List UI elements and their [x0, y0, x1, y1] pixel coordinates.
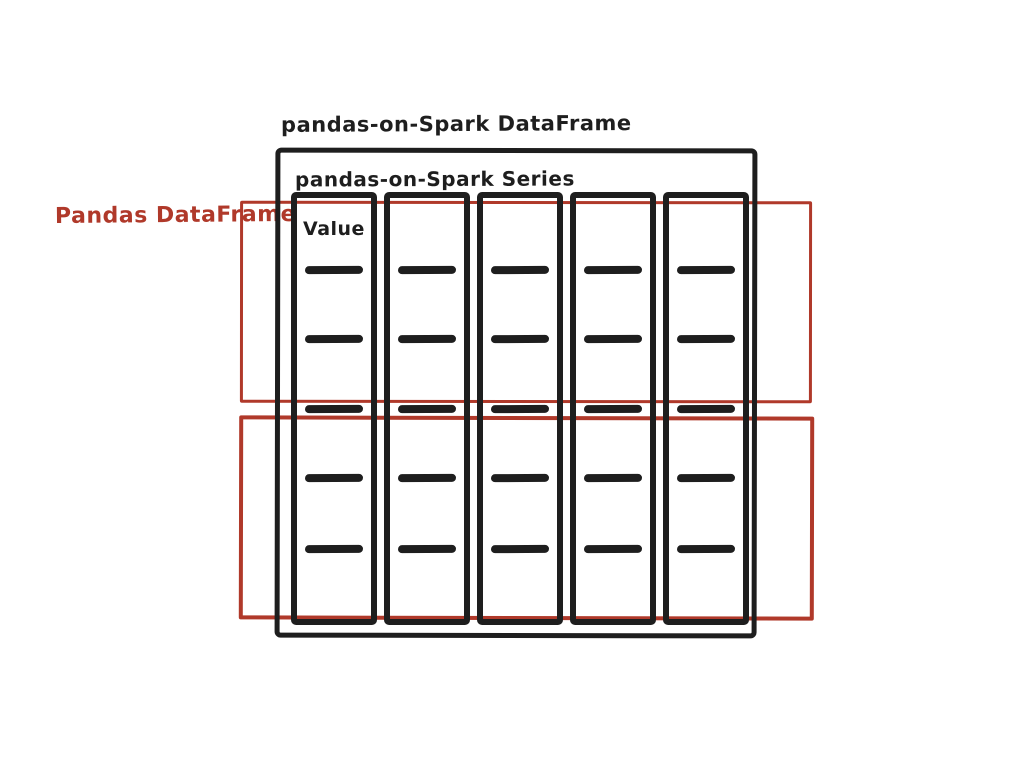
value-row-dash	[398, 405, 456, 413]
pandas-on-spark-dataframe-title: pandas-on-Spark DataFrame	[280, 111, 632, 137]
value-row-dash	[677, 405, 735, 413]
value-row-dash	[677, 474, 735, 482]
pandas-dataframe-label: Pandas DataFrame	[54, 201, 297, 230]
value-row-dash	[398, 545, 456, 553]
value-row-dash	[491, 545, 549, 553]
value-row-dash	[305, 335, 363, 343]
series-column	[477, 192, 563, 625]
value-row-dash	[491, 405, 549, 413]
series-column	[291, 192, 377, 625]
value-row-dash	[398, 335, 456, 343]
value-column-header: Value	[303, 218, 365, 240]
value-row-dash	[677, 545, 735, 553]
pandas-on-spark-series-label: pandas-on-Spark Series	[294, 166, 575, 192]
value-row-dash	[677, 266, 735, 274]
value-row-dash	[305, 266, 363, 274]
value-row-dash	[584, 545, 642, 553]
value-row-dash	[491, 266, 549, 274]
value-row-dash	[491, 474, 549, 482]
value-row-dash	[398, 266, 456, 274]
value-row-dash	[398, 474, 456, 482]
value-row-dash	[305, 545, 363, 553]
value-row-dash	[305, 405, 363, 413]
value-row-dash	[584, 405, 642, 413]
series-column	[384, 192, 470, 625]
series-column	[663, 192, 749, 625]
value-row-dash	[305, 474, 363, 482]
series-column	[570, 192, 656, 625]
value-row-dash	[584, 266, 642, 274]
value-row-dash	[584, 474, 642, 482]
value-row-dash	[491, 335, 549, 343]
value-row-dash	[677, 335, 735, 343]
value-row-dash	[584, 335, 642, 343]
